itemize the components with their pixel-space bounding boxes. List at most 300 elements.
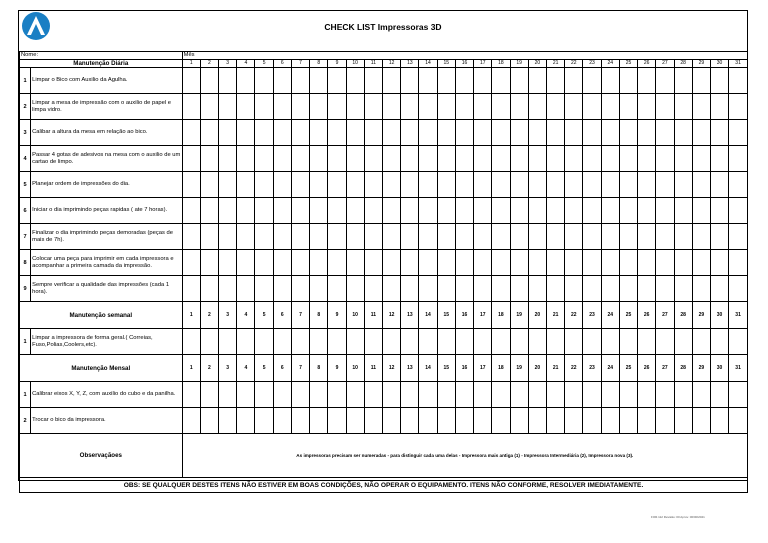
check-cell[interactable] bbox=[729, 146, 748, 172]
check-cell[interactable] bbox=[492, 276, 510, 302]
check-cell[interactable] bbox=[401, 224, 419, 250]
check-cell[interactable] bbox=[729, 276, 748, 302]
check-cell[interactable] bbox=[219, 198, 237, 224]
check-cell[interactable] bbox=[437, 146, 455, 172]
check-cell[interactable] bbox=[219, 94, 237, 120]
check-cell[interactable] bbox=[492, 146, 510, 172]
check-cell[interactable] bbox=[492, 224, 510, 250]
check-cell[interactable] bbox=[619, 250, 637, 276]
check-cell[interactable] bbox=[219, 329, 237, 355]
check-cell[interactable] bbox=[656, 224, 674, 250]
check-cell[interactable] bbox=[346, 198, 364, 224]
check-cell[interactable] bbox=[310, 68, 328, 94]
check-cell[interactable] bbox=[492, 329, 510, 355]
check-cell[interactable] bbox=[182, 382, 200, 408]
check-cell[interactable] bbox=[528, 172, 546, 198]
check-cell[interactable] bbox=[656, 120, 674, 146]
check-cell[interactable] bbox=[601, 68, 619, 94]
check-cell[interactable] bbox=[619, 172, 637, 198]
check-cell[interactable] bbox=[364, 146, 382, 172]
check-cell[interactable] bbox=[638, 68, 656, 94]
check-cell[interactable] bbox=[619, 198, 637, 224]
check-cell[interactable] bbox=[601, 329, 619, 355]
check-cell[interactable] bbox=[383, 198, 401, 224]
check-cell[interactable] bbox=[255, 198, 273, 224]
check-cell[interactable] bbox=[546, 68, 564, 94]
check-cell[interactable] bbox=[619, 146, 637, 172]
check-cell[interactable] bbox=[583, 68, 601, 94]
check-cell[interactable] bbox=[510, 146, 528, 172]
check-cell[interactable] bbox=[328, 146, 346, 172]
check-cell[interactable] bbox=[237, 94, 255, 120]
check-cell[interactable] bbox=[729, 408, 748, 434]
check-cell[interactable] bbox=[565, 172, 583, 198]
check-cell[interactable] bbox=[583, 224, 601, 250]
check-cell[interactable] bbox=[710, 146, 728, 172]
check-cell[interactable] bbox=[565, 68, 583, 94]
check-cell[interactable] bbox=[619, 224, 637, 250]
check-cell[interactable] bbox=[401, 276, 419, 302]
check-cell[interactable] bbox=[638, 382, 656, 408]
check-cell[interactable] bbox=[729, 198, 748, 224]
check-cell[interactable] bbox=[546, 224, 564, 250]
check-cell[interactable] bbox=[455, 276, 473, 302]
check-cell[interactable] bbox=[255, 146, 273, 172]
check-cell[interactable] bbox=[200, 276, 218, 302]
check-cell[interactable] bbox=[474, 120, 492, 146]
check-cell[interactable] bbox=[583, 94, 601, 120]
check-cell[interactable] bbox=[328, 94, 346, 120]
check-cell[interactable] bbox=[601, 198, 619, 224]
check-cell[interactable] bbox=[656, 250, 674, 276]
check-cell[interactable] bbox=[364, 172, 382, 198]
check-cell[interactable] bbox=[328, 198, 346, 224]
check-cell[interactable] bbox=[455, 68, 473, 94]
check-cell[interactable] bbox=[255, 382, 273, 408]
check-cell[interactable] bbox=[383, 94, 401, 120]
check-cell[interactable] bbox=[291, 198, 309, 224]
check-cell[interactable] bbox=[291, 408, 309, 434]
check-cell[interactable] bbox=[656, 172, 674, 198]
check-cell[interactable] bbox=[291, 329, 309, 355]
check-cell[interactable] bbox=[510, 94, 528, 120]
check-cell[interactable] bbox=[291, 68, 309, 94]
check-cell[interactable] bbox=[273, 68, 291, 94]
check-cell[interactable] bbox=[401, 329, 419, 355]
check-cell[interactable] bbox=[364, 250, 382, 276]
check-cell[interactable] bbox=[546, 198, 564, 224]
check-cell[interactable] bbox=[565, 146, 583, 172]
check-cell[interactable] bbox=[729, 94, 748, 120]
check-cell[interactable] bbox=[182, 68, 200, 94]
check-cell[interactable] bbox=[328, 68, 346, 94]
check-cell[interactable] bbox=[492, 172, 510, 198]
check-cell[interactable] bbox=[710, 329, 728, 355]
check-cell[interactable] bbox=[219, 276, 237, 302]
check-cell[interactable] bbox=[383, 250, 401, 276]
check-cell[interactable] bbox=[692, 94, 710, 120]
check-cell[interactable] bbox=[510, 382, 528, 408]
check-cell[interactable] bbox=[273, 329, 291, 355]
check-cell[interactable] bbox=[237, 68, 255, 94]
check-cell[interactable] bbox=[346, 224, 364, 250]
check-cell[interactable] bbox=[546, 250, 564, 276]
check-cell[interactable] bbox=[291, 172, 309, 198]
check-cell[interactable] bbox=[619, 276, 637, 302]
check-cell[interactable] bbox=[546, 329, 564, 355]
check-cell[interactable] bbox=[364, 408, 382, 434]
check-cell[interactable] bbox=[419, 329, 437, 355]
check-cell[interactable] bbox=[729, 329, 748, 355]
check-cell[interactable] bbox=[310, 329, 328, 355]
check-cell[interactable] bbox=[710, 250, 728, 276]
check-cell[interactable] bbox=[219, 250, 237, 276]
check-cell[interactable] bbox=[310, 382, 328, 408]
check-cell[interactable] bbox=[528, 329, 546, 355]
check-cell[interactable] bbox=[638, 146, 656, 172]
check-cell[interactable] bbox=[273, 94, 291, 120]
check-cell[interactable] bbox=[383, 224, 401, 250]
check-cell[interactable] bbox=[219, 120, 237, 146]
check-cell[interactable] bbox=[237, 224, 255, 250]
check-cell[interactable] bbox=[528, 198, 546, 224]
check-cell[interactable] bbox=[401, 382, 419, 408]
check-cell[interactable] bbox=[364, 224, 382, 250]
check-cell[interactable] bbox=[674, 172, 692, 198]
check-cell[interactable] bbox=[401, 146, 419, 172]
check-cell[interactable] bbox=[255, 172, 273, 198]
check-cell[interactable] bbox=[437, 172, 455, 198]
check-cell[interactable] bbox=[638, 276, 656, 302]
check-cell[interactable] bbox=[182, 408, 200, 434]
check-cell[interactable] bbox=[601, 172, 619, 198]
check-cell[interactable] bbox=[437, 224, 455, 250]
check-cell[interactable] bbox=[583, 146, 601, 172]
check-cell[interactable] bbox=[674, 68, 692, 94]
check-cell[interactable] bbox=[619, 329, 637, 355]
check-cell[interactable] bbox=[546, 146, 564, 172]
check-cell[interactable] bbox=[237, 382, 255, 408]
check-cell[interactable] bbox=[419, 408, 437, 434]
check-cell[interactable] bbox=[492, 408, 510, 434]
check-cell[interactable] bbox=[674, 329, 692, 355]
check-cell[interactable] bbox=[638, 94, 656, 120]
check-cell[interactable] bbox=[692, 382, 710, 408]
check-cell[interactable] bbox=[674, 382, 692, 408]
check-cell[interactable] bbox=[383, 408, 401, 434]
check-cell[interactable] bbox=[710, 276, 728, 302]
check-cell[interactable] bbox=[346, 329, 364, 355]
check-cell[interactable] bbox=[492, 382, 510, 408]
check-cell[interactable] bbox=[565, 276, 583, 302]
check-cell[interactable] bbox=[237, 408, 255, 434]
check-cell[interactable] bbox=[346, 120, 364, 146]
check-cell[interactable] bbox=[455, 146, 473, 172]
check-cell[interactable] bbox=[565, 408, 583, 434]
check-cell[interactable] bbox=[710, 224, 728, 250]
check-cell[interactable] bbox=[219, 224, 237, 250]
check-cell[interactable] bbox=[401, 172, 419, 198]
check-cell[interactable] bbox=[346, 68, 364, 94]
check-cell[interactable] bbox=[383, 172, 401, 198]
check-cell[interactable] bbox=[583, 198, 601, 224]
check-cell[interactable] bbox=[638, 224, 656, 250]
check-cell[interactable] bbox=[546, 172, 564, 198]
check-cell[interactable] bbox=[291, 224, 309, 250]
check-cell[interactable] bbox=[255, 250, 273, 276]
check-cell[interactable] bbox=[182, 120, 200, 146]
check-cell[interactable] bbox=[182, 224, 200, 250]
check-cell[interactable] bbox=[638, 250, 656, 276]
check-cell[interactable] bbox=[328, 276, 346, 302]
check-cell[interactable] bbox=[565, 382, 583, 408]
check-cell[interactable] bbox=[291, 120, 309, 146]
check-cell[interactable] bbox=[656, 408, 674, 434]
check-cell[interactable] bbox=[419, 94, 437, 120]
check-cell[interactable] bbox=[437, 276, 455, 302]
check-cell[interactable] bbox=[510, 120, 528, 146]
check-cell[interactable] bbox=[474, 276, 492, 302]
check-cell[interactable] bbox=[565, 94, 583, 120]
check-cell[interactable] bbox=[510, 198, 528, 224]
check-cell[interactable] bbox=[455, 329, 473, 355]
check-cell[interactable] bbox=[328, 224, 346, 250]
check-cell[interactable] bbox=[255, 329, 273, 355]
check-cell[interactable] bbox=[583, 250, 601, 276]
check-cell[interactable] bbox=[383, 68, 401, 94]
check-cell[interactable] bbox=[674, 276, 692, 302]
check-cell[interactable] bbox=[255, 94, 273, 120]
check-cell[interactable] bbox=[601, 120, 619, 146]
check-cell[interactable] bbox=[310, 276, 328, 302]
check-cell[interactable] bbox=[383, 120, 401, 146]
check-cell[interactable] bbox=[437, 408, 455, 434]
check-cell[interactable] bbox=[273, 120, 291, 146]
check-cell[interactable] bbox=[273, 250, 291, 276]
check-cell[interactable] bbox=[710, 94, 728, 120]
check-cell[interactable] bbox=[200, 94, 218, 120]
check-cell[interactable] bbox=[565, 250, 583, 276]
check-cell[interactable] bbox=[328, 120, 346, 146]
check-cell[interactable] bbox=[219, 68, 237, 94]
check-cell[interactable] bbox=[619, 68, 637, 94]
check-cell[interactable] bbox=[419, 198, 437, 224]
check-cell[interactable] bbox=[638, 198, 656, 224]
check-cell[interactable] bbox=[291, 250, 309, 276]
check-cell[interactable] bbox=[455, 198, 473, 224]
check-cell[interactable] bbox=[601, 224, 619, 250]
check-cell[interactable] bbox=[710, 172, 728, 198]
check-cell[interactable] bbox=[200, 224, 218, 250]
check-cell[interactable] bbox=[419, 146, 437, 172]
check-cell[interactable] bbox=[237, 329, 255, 355]
check-cell[interactable] bbox=[237, 172, 255, 198]
check-cell[interactable] bbox=[273, 408, 291, 434]
check-cell[interactable] bbox=[200, 120, 218, 146]
check-cell[interactable] bbox=[200, 329, 218, 355]
check-cell[interactable] bbox=[528, 276, 546, 302]
check-cell[interactable] bbox=[546, 94, 564, 120]
check-cell[interactable] bbox=[346, 276, 364, 302]
check-cell[interactable] bbox=[656, 382, 674, 408]
check-cell[interactable] bbox=[401, 198, 419, 224]
check-cell[interactable] bbox=[710, 382, 728, 408]
check-cell[interactable] bbox=[437, 250, 455, 276]
check-cell[interactable] bbox=[364, 382, 382, 408]
check-cell[interactable] bbox=[583, 120, 601, 146]
check-cell[interactable] bbox=[182, 198, 200, 224]
check-cell[interactable] bbox=[619, 120, 637, 146]
check-cell[interactable] bbox=[474, 198, 492, 224]
check-cell[interactable] bbox=[583, 276, 601, 302]
check-cell[interactable] bbox=[237, 146, 255, 172]
check-cell[interactable] bbox=[455, 382, 473, 408]
check-cell[interactable] bbox=[437, 68, 455, 94]
check-cell[interactable] bbox=[200, 408, 218, 434]
check-cell[interactable] bbox=[601, 382, 619, 408]
check-cell[interactable] bbox=[674, 94, 692, 120]
check-cell[interactable] bbox=[273, 146, 291, 172]
check-cell[interactable] bbox=[219, 382, 237, 408]
check-cell[interactable] bbox=[437, 198, 455, 224]
check-cell[interactable] bbox=[383, 382, 401, 408]
check-cell[interactable] bbox=[200, 382, 218, 408]
check-cell[interactable] bbox=[419, 120, 437, 146]
check-cell[interactable] bbox=[182, 94, 200, 120]
check-cell[interactable] bbox=[474, 250, 492, 276]
check-cell[interactable] bbox=[182, 250, 200, 276]
check-cell[interactable] bbox=[401, 120, 419, 146]
check-cell[interactable] bbox=[638, 408, 656, 434]
check-cell[interactable] bbox=[273, 224, 291, 250]
check-cell[interactable] bbox=[364, 276, 382, 302]
check-cell[interactable] bbox=[346, 382, 364, 408]
check-cell[interactable] bbox=[364, 94, 382, 120]
check-cell[interactable] bbox=[182, 172, 200, 198]
check-cell[interactable] bbox=[474, 382, 492, 408]
check-cell[interactable] bbox=[291, 94, 309, 120]
check-cell[interactable] bbox=[583, 382, 601, 408]
check-cell[interactable] bbox=[692, 224, 710, 250]
check-cell[interactable] bbox=[255, 224, 273, 250]
check-cell[interactable] bbox=[200, 198, 218, 224]
check-cell[interactable] bbox=[692, 250, 710, 276]
check-cell[interactable] bbox=[455, 224, 473, 250]
check-cell[interactable] bbox=[401, 94, 419, 120]
check-cell[interactable] bbox=[674, 408, 692, 434]
check-cell[interactable] bbox=[528, 250, 546, 276]
check-cell[interactable] bbox=[692, 329, 710, 355]
check-cell[interactable] bbox=[710, 120, 728, 146]
check-cell[interactable] bbox=[619, 94, 637, 120]
check-cell[interactable] bbox=[729, 382, 748, 408]
check-cell[interactable] bbox=[219, 172, 237, 198]
check-cell[interactable] bbox=[492, 94, 510, 120]
check-cell[interactable] bbox=[419, 250, 437, 276]
check-cell[interactable] bbox=[255, 120, 273, 146]
check-cell[interactable] bbox=[528, 408, 546, 434]
check-cell[interactable] bbox=[583, 408, 601, 434]
check-cell[interactable] bbox=[328, 250, 346, 276]
check-cell[interactable] bbox=[729, 120, 748, 146]
check-cell[interactable] bbox=[674, 250, 692, 276]
check-cell[interactable] bbox=[419, 68, 437, 94]
check-cell[interactable] bbox=[474, 224, 492, 250]
check-cell[interactable] bbox=[455, 250, 473, 276]
check-cell[interactable] bbox=[528, 94, 546, 120]
check-cell[interactable] bbox=[674, 146, 692, 172]
check-cell[interactable] bbox=[510, 172, 528, 198]
check-cell[interactable] bbox=[492, 120, 510, 146]
check-cell[interactable] bbox=[310, 172, 328, 198]
check-cell[interactable] bbox=[437, 94, 455, 120]
check-cell[interactable] bbox=[528, 382, 546, 408]
check-cell[interactable] bbox=[710, 408, 728, 434]
check-cell[interactable] bbox=[273, 276, 291, 302]
check-cell[interactable] bbox=[383, 146, 401, 172]
check-cell[interactable] bbox=[182, 329, 200, 355]
check-cell[interactable] bbox=[474, 146, 492, 172]
check-cell[interactable] bbox=[656, 94, 674, 120]
check-cell[interactable] bbox=[546, 408, 564, 434]
check-cell[interactable] bbox=[401, 68, 419, 94]
check-cell[interactable] bbox=[601, 276, 619, 302]
check-cell[interactable] bbox=[200, 172, 218, 198]
check-cell[interactable] bbox=[510, 68, 528, 94]
check-cell[interactable] bbox=[237, 198, 255, 224]
check-cell[interactable] bbox=[437, 382, 455, 408]
check-cell[interactable] bbox=[219, 146, 237, 172]
check-cell[interactable] bbox=[346, 172, 364, 198]
check-cell[interactable] bbox=[455, 172, 473, 198]
check-cell[interactable] bbox=[255, 408, 273, 434]
check-cell[interactable] bbox=[692, 276, 710, 302]
check-cell[interactable] bbox=[674, 198, 692, 224]
check-cell[interactable] bbox=[710, 198, 728, 224]
check-cell[interactable] bbox=[656, 198, 674, 224]
check-cell[interactable] bbox=[674, 224, 692, 250]
check-cell[interactable] bbox=[182, 276, 200, 302]
check-cell[interactable] bbox=[237, 276, 255, 302]
check-cell[interactable] bbox=[364, 68, 382, 94]
check-cell[interactable] bbox=[364, 120, 382, 146]
check-cell[interactable] bbox=[510, 329, 528, 355]
check-cell[interactable] bbox=[692, 198, 710, 224]
check-cell[interactable] bbox=[729, 250, 748, 276]
check-cell[interactable] bbox=[528, 224, 546, 250]
check-cell[interactable] bbox=[255, 276, 273, 302]
check-cell[interactable] bbox=[328, 172, 346, 198]
check-cell[interactable] bbox=[638, 172, 656, 198]
check-cell[interactable] bbox=[474, 172, 492, 198]
check-cell[interactable] bbox=[474, 408, 492, 434]
check-cell[interactable] bbox=[419, 382, 437, 408]
check-cell[interactable] bbox=[492, 250, 510, 276]
check-cell[interactable] bbox=[601, 408, 619, 434]
check-cell[interactable] bbox=[565, 224, 583, 250]
check-cell[interactable] bbox=[383, 276, 401, 302]
check-cell[interactable] bbox=[510, 250, 528, 276]
check-cell[interactable] bbox=[692, 68, 710, 94]
check-cell[interactable] bbox=[492, 198, 510, 224]
check-cell[interactable] bbox=[328, 329, 346, 355]
check-cell[interactable] bbox=[546, 120, 564, 146]
check-cell[interactable] bbox=[455, 94, 473, 120]
check-cell[interactable] bbox=[729, 68, 748, 94]
check-cell[interactable] bbox=[291, 146, 309, 172]
check-cell[interactable] bbox=[255, 68, 273, 94]
check-cell[interactable] bbox=[346, 408, 364, 434]
